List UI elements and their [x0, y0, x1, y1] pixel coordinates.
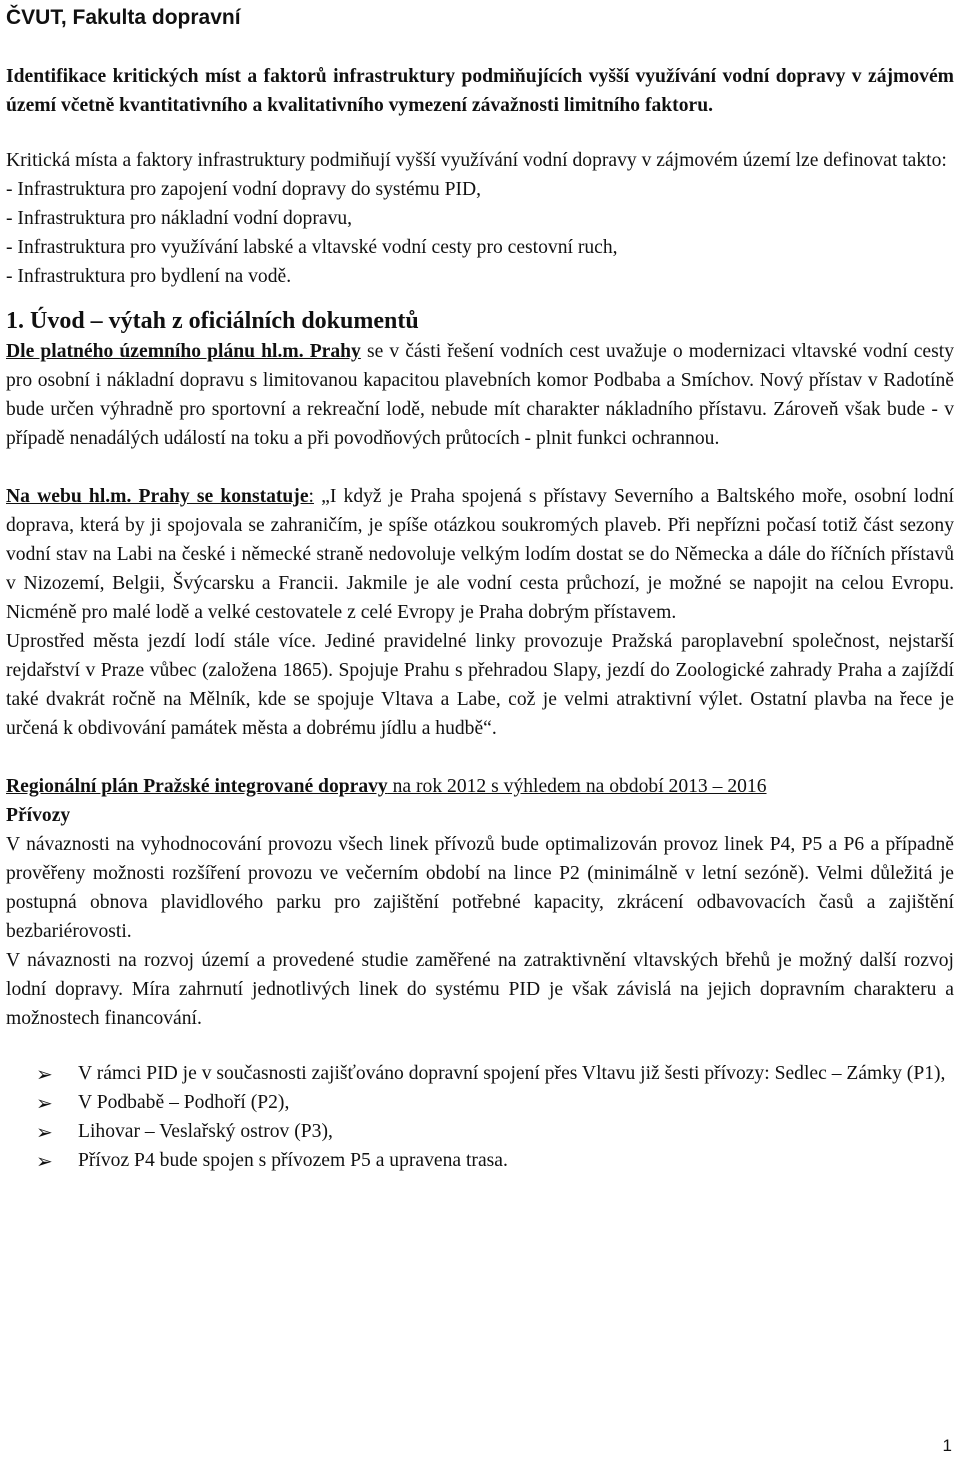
intro-item: - Infrastruktura pro využívání labské a vltavské vodní cesty pro cestovní ruch, [6, 237, 618, 258]
section-heading: 1. Úvod – výtah z oficiálních dokumentů [6, 308, 419, 334]
ferries-paragraph-1: V návaznosti na vyhodnocování provozu všech linek přívozů bude optimalizován provoz linek P4, P5 a P6 a případně prověřeny možnosti rozšíření provozu ve večerním období na lince P2 (minimálně v letní sezóně). Velmi důležitá je postupná obnova plavidlového parku pro zajištění potřebné kapacity, zkrácení odbavovacích časů a zajištění bezbariérovosti. [6, 834, 954, 942]
regional-plan-period: na rok 2012 s výhledem na období 2013 – 2016 [387, 776, 767, 797]
document-body [6, 62, 954, 1175]
page-header: ČVUT, Fakulta dopravní [6, 6, 241, 29]
list-item: ➢ Lihovar – Veslařský ostrov (P3), [36, 1120, 333, 1144]
web-text: „I když je Praha spojená s přístavy Severního a Baltského moře, osobní lodní doprava, která by ji spojovala se zahraničím, je spíše otázkou soukromých plaveb. Při nepřízni počasí totiž část sezony vodní stav na Labi na české i německé straně nedovoluje velkým lodím dostat se do Německa a dále do říčních přístavů v Nizozemí, Belgii, Švýcarsku a Francii. Jakmile je ale vodní cesta průchozí, je možné se napojit na celou Evropu. Nicméně pro malé lodě a velké cestovatele z celé Evropy je Praha dobrým přístavem. [6, 486, 954, 623]
ferries-paragraph-2: V návaznosti na rozvoj území a provedené studie zaměřené na zatraktivnění vltavských břehů je možný další rozvoj lodní dopravy. Míra zahrnutí jednotlivých linek do systému PID je však závislá na jejich dopravním charakteru a možnostech financování. [6, 950, 954, 1029]
ferries-subheading: Přívozy [6, 805, 71, 826]
plan-label: Dle platného územního plánu hl.m. Prahy [6, 341, 361, 362]
regional-plan-label: Regionální plán Pražské integrované dopravy [6, 776, 388, 797]
arrow-bullet-icon: ➢ [36, 1062, 53, 1086]
web-label: Na webu hl.m. Prahy se konstatuje [6, 486, 309, 507]
list-item: ➢ V rámci PID je v současnosti zajišťováno dopravní spojení přes Vltavu již šesti přívozy: Sedlec – Zámky (P1), [36, 1062, 946, 1086]
document-title: Identifikace kritických míst a faktorů infrastruktury podmiňujících vyšší využívání vodní dopravy v zájmovém území včetně kvantitativního a kvalitativního vymezení závažnosti limitního faktoru. [6, 66, 954, 116]
regional-plan-title [6, 772, 954, 801]
plan-text: se v části řešení vodních cest uvažuje o modernizaci vltavské vodní cesty pro osobní i nákladní dopravu s limitovanou kapacitou plavebních komor Podbaba a Smíchov. Nový přístav v Radotíně bude určen výhradně pro sportovní a rekreační lodě, nebude mít charakter nákladního přístavu. Zároveň však bude - v případě nenadálých událostí na toku a při povodňových průtocích - plnit funkci ochrannou. [6, 341, 954, 449]
arrow-bullet-icon: ➢ [36, 1091, 53, 1115]
page-number: 1 [942, 1436, 952, 1455]
list-item: ➢ Přívoz P4 bude spojen s přívozem P5 a upravena trasa. [36, 1149, 508, 1173]
arrow-bullet-icon: ➢ [36, 1149, 53, 1173]
intro-section [6, 146, 954, 291]
list-item: ➢ V Podbabě – Podhoří (P2), [36, 1091, 290, 1115]
intro-item: - Infrastruktura pro zapojení vodní dopravy do systému PID, [6, 179, 482, 200]
arrow-bullet-icon: ➢ [36, 1120, 53, 1144]
web-paragraph [6, 482, 954, 627]
web-colon: : [308, 486, 314, 507]
intro-item: - Infrastruktura pro bydlení na vodě. [6, 266, 292, 287]
plan-paragraph [6, 337, 954, 453]
ferry-bullet-list [6, 1059, 954, 1175]
intro-lead: Kritická místa a faktory infrastruktury podmiňují vyšší využívání vodní dopravy v zájmovém území lze definovat takto: [6, 150, 947, 171]
web-paragraph-2: Uprostřed města jezdí lodí stále více. Jediné pravidelné linky provozuje Pražská paroplavební společnost, nejstarší rejdařství v Praze vůbec (založena 1865). Spojuje Prahu s přehradou Slapy, jezdí do Zoologické zahrady Praha a zajíždí také dvakrát ročně na Mělník, kde se spojuje Vltava a Labe, což je velmi atraktivní výlet. Ostatní plavba na řece je určená k obdivování památek města a dobrému jídlu a hudbě“. [6, 631, 954, 739]
intro-item: - Infrastruktura pro nákladní vodní dopravu, [6, 208, 353, 229]
